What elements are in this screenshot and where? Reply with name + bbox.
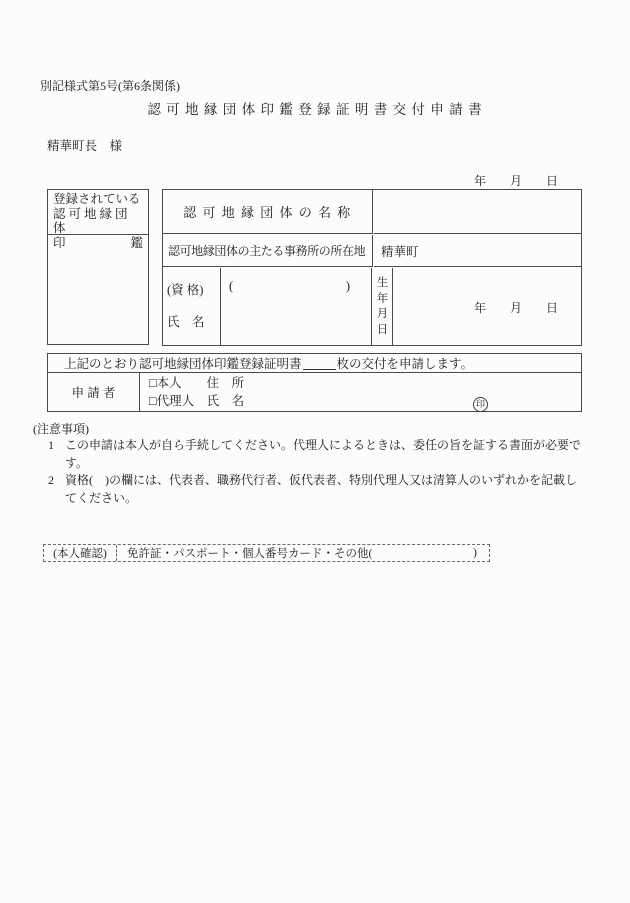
name-field-label2: 氏 名 (206, 394, 245, 408)
agent-checkbox[interactable]: □ (149, 394, 157, 408)
seal-icon: 印 (473, 397, 488, 412)
organization-name-label: 認 可 地 縁 団 体 の 名 称 (163, 190, 373, 234)
note-item-2 (48, 472, 583, 507)
qualification-name-label (163, 268, 221, 346)
copies-count-field[interactable] (303, 357, 336, 370)
request-statement (48, 354, 581, 373)
applicant-label: 申 請 者 (48, 373, 140, 411)
paren-open: ( (229, 279, 234, 293)
qualification-field[interactable] (222, 268, 372, 346)
paren-close: ) (345, 279, 350, 293)
note-2-line-2: てください。 (65, 490, 138, 505)
office-address-field[interactable]: 精華町 (374, 235, 581, 267)
self-checkbox[interactable]: □ (149, 376, 157, 390)
registered-seal-box-header (48, 190, 148, 250)
self-option-label: 本人 (156, 376, 182, 390)
stamp-box-line2: 認可地縁団体 (53, 206, 131, 236)
page-title: 認 可 地 縁 団 体 印 鑑 登 録 証 明 書 交 付 申 請 書 (147, 102, 483, 117)
birthdate-label: 生年月日 (376, 277, 389, 336)
identity-check-options (117, 545, 489, 561)
identity-options-text: 免許証・パスポート・個人番号カード・その他( (127, 548, 373, 560)
identity-check-label: (本人確認) (44, 545, 117, 561)
agent-option-label: 代理人 (156, 394, 195, 408)
registered-seal-box (47, 189, 149, 345)
applicant-row (48, 373, 581, 411)
note-2-line-1: 資格( )の欄には、代表者、職務代行者、仮代表者、特別代理人又は清算人のいずれかを記載し (65, 473, 577, 487)
request-box (47, 353, 582, 412)
organization-info-table (162, 189, 582, 346)
organization-name-field[interactable] (374, 190, 581, 234)
applicant-option-self (149, 375, 581, 391)
stamp-box-line3-left: 印 (53, 235, 66, 250)
note-1-line-1: この申請は本人が自ら手続してください。代理人によるときは、委任の旨を証する書面が必要で (65, 438, 582, 452)
request-statement-suffix: 枚の交付を申請します。 (336, 357, 474, 371)
note-1-number: 1 (48, 438, 54, 452)
applicant-options (141, 373, 581, 411)
applicant-option-agent (149, 393, 581, 409)
birthdate-label-cell (373, 268, 393, 346)
form-number: 別記様式第5号(第6条関係) (40, 79, 180, 93)
note-2-number: 2 (48, 473, 54, 487)
request-statement-prefix: 上記のとおり認可地縁団体印鑑登録証明書 (64, 357, 302, 371)
identity-options-close-paren: ) (473, 547, 477, 559)
seal-impression-area[interactable] (48, 235, 148, 345)
birthdate-field[interactable]: 年 月 日 (474, 300, 559, 315)
application-date-field[interactable]: 年 月 日 (474, 174, 559, 188)
addressee: 精華町長 様 (47, 139, 123, 153)
notes-heading: (注意事項) (33, 422, 89, 436)
office-address-label: 認可地縁団体の主たる事務所の所在地 (163, 235, 373, 267)
identity-check-box (43, 544, 490, 562)
note-1-line-2: す。 (65, 455, 89, 470)
stamp-box-line3-right: 鑑 (130, 235, 143, 250)
note-item-1 (48, 437, 583, 472)
address-field-label: 住 所 (206, 376, 245, 390)
qualification-label: (資 格) (167, 283, 204, 297)
name-field-label: 氏 名 (167, 315, 205, 329)
stamp-box-line1: 登録されている (53, 192, 141, 206)
